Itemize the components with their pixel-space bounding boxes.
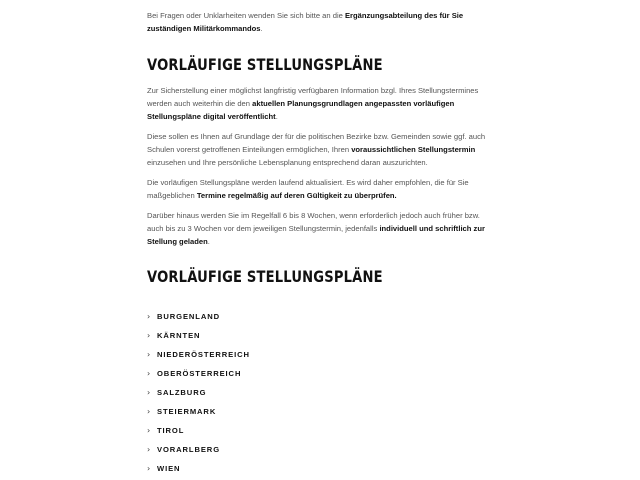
chevron-right-icon: › [147, 388, 151, 397]
chevron-right-icon: › [147, 331, 151, 340]
intro-paragraph: Bei Fragen oder Unklarheiten wenden Sie sich bitte an die Ergänzungsabteilung des für Sie zuständigen Militärkommandos. [147, 11, 464, 33]
chevron-right-icon: › [147, 312, 151, 321]
paragraph-4: Darüber hinaus werden Sie im Regelfall 6 bis 8 Wochen, wenn erforderlich jedoch auch früher bzw. auch bis zu 3 Wochen vor dem jeweiligen Stellungstermin, jedenfalls individuell und schriftlich zur Stellung geladen. [147, 211, 485, 246]
section-heading-states: VORLÄUFIGE STELLUNGSPLÄNE [147, 267, 383, 286]
state-item-steiermark[interactable]: › STEIERMARK [147, 407, 217, 416]
state-item-wien[interactable]: › WIEN [147, 464, 181, 473]
chevron-right-icon: › [147, 464, 151, 473]
state-item-salzburg[interactable]: › SALZBURG [147, 388, 207, 397]
state-item-burgenland[interactable]: › BURGENLAND [147, 312, 220, 321]
paragraph-3: Die vorläufigen Stellungspläne werden laufend aktualisiert. Es wird daher empfohlen, die für Sie maßgeblichen Termine regelmäßig auf deren Gültigkeit zu überprüfen. [147, 178, 469, 200]
paragraph-1: Zur Sicherstellung einer möglichst langfristig verfügbaren Information bzgl. Ihres Stellungstermines werden auch weiterhin die den aktuellen Planungsgrundlagen angepassten vorläufigen Stellungspläne digital veröffentlicht. [147, 86, 479, 121]
state-item-kaernten[interactable]: › KÄRNTEN [147, 331, 201, 340]
states-accordion [147, 307, 250, 478]
chevron-right-icon: › [147, 407, 151, 416]
state-item-niederoesterreich[interactable]: › NIEDERÖSTERREICH [147, 350, 250, 359]
chevron-right-icon: › [147, 445, 151, 454]
section-heading: VORLÄUFIGE STELLUNGSPLÄNE [147, 55, 383, 74]
state-item-tirol[interactable]: › TIROL [147, 426, 185, 435]
chevron-right-icon: › [147, 350, 151, 359]
state-item-vorarlberg[interactable]: › VORARLBERG [147, 445, 221, 454]
chevron-right-icon: › [147, 369, 151, 378]
state-item-oberoesterreich[interactable]: › OBERÖSTERREICH [147, 369, 242, 378]
paragraph-2: Diese sollen es Ihnen auf Grundlage der für die politischen Bezirke bzw. Gemeinden sowie ggf. auch Schulen vorerst getroffenen Einteilungen ermöglichen, Ihren voraussichtlichen Stellungstermin einzusehen und Ihre persönliche Lebensplanung entsprechend daran auszurichten. [147, 132, 486, 167]
chevron-right-icon: › [147, 426, 151, 435]
